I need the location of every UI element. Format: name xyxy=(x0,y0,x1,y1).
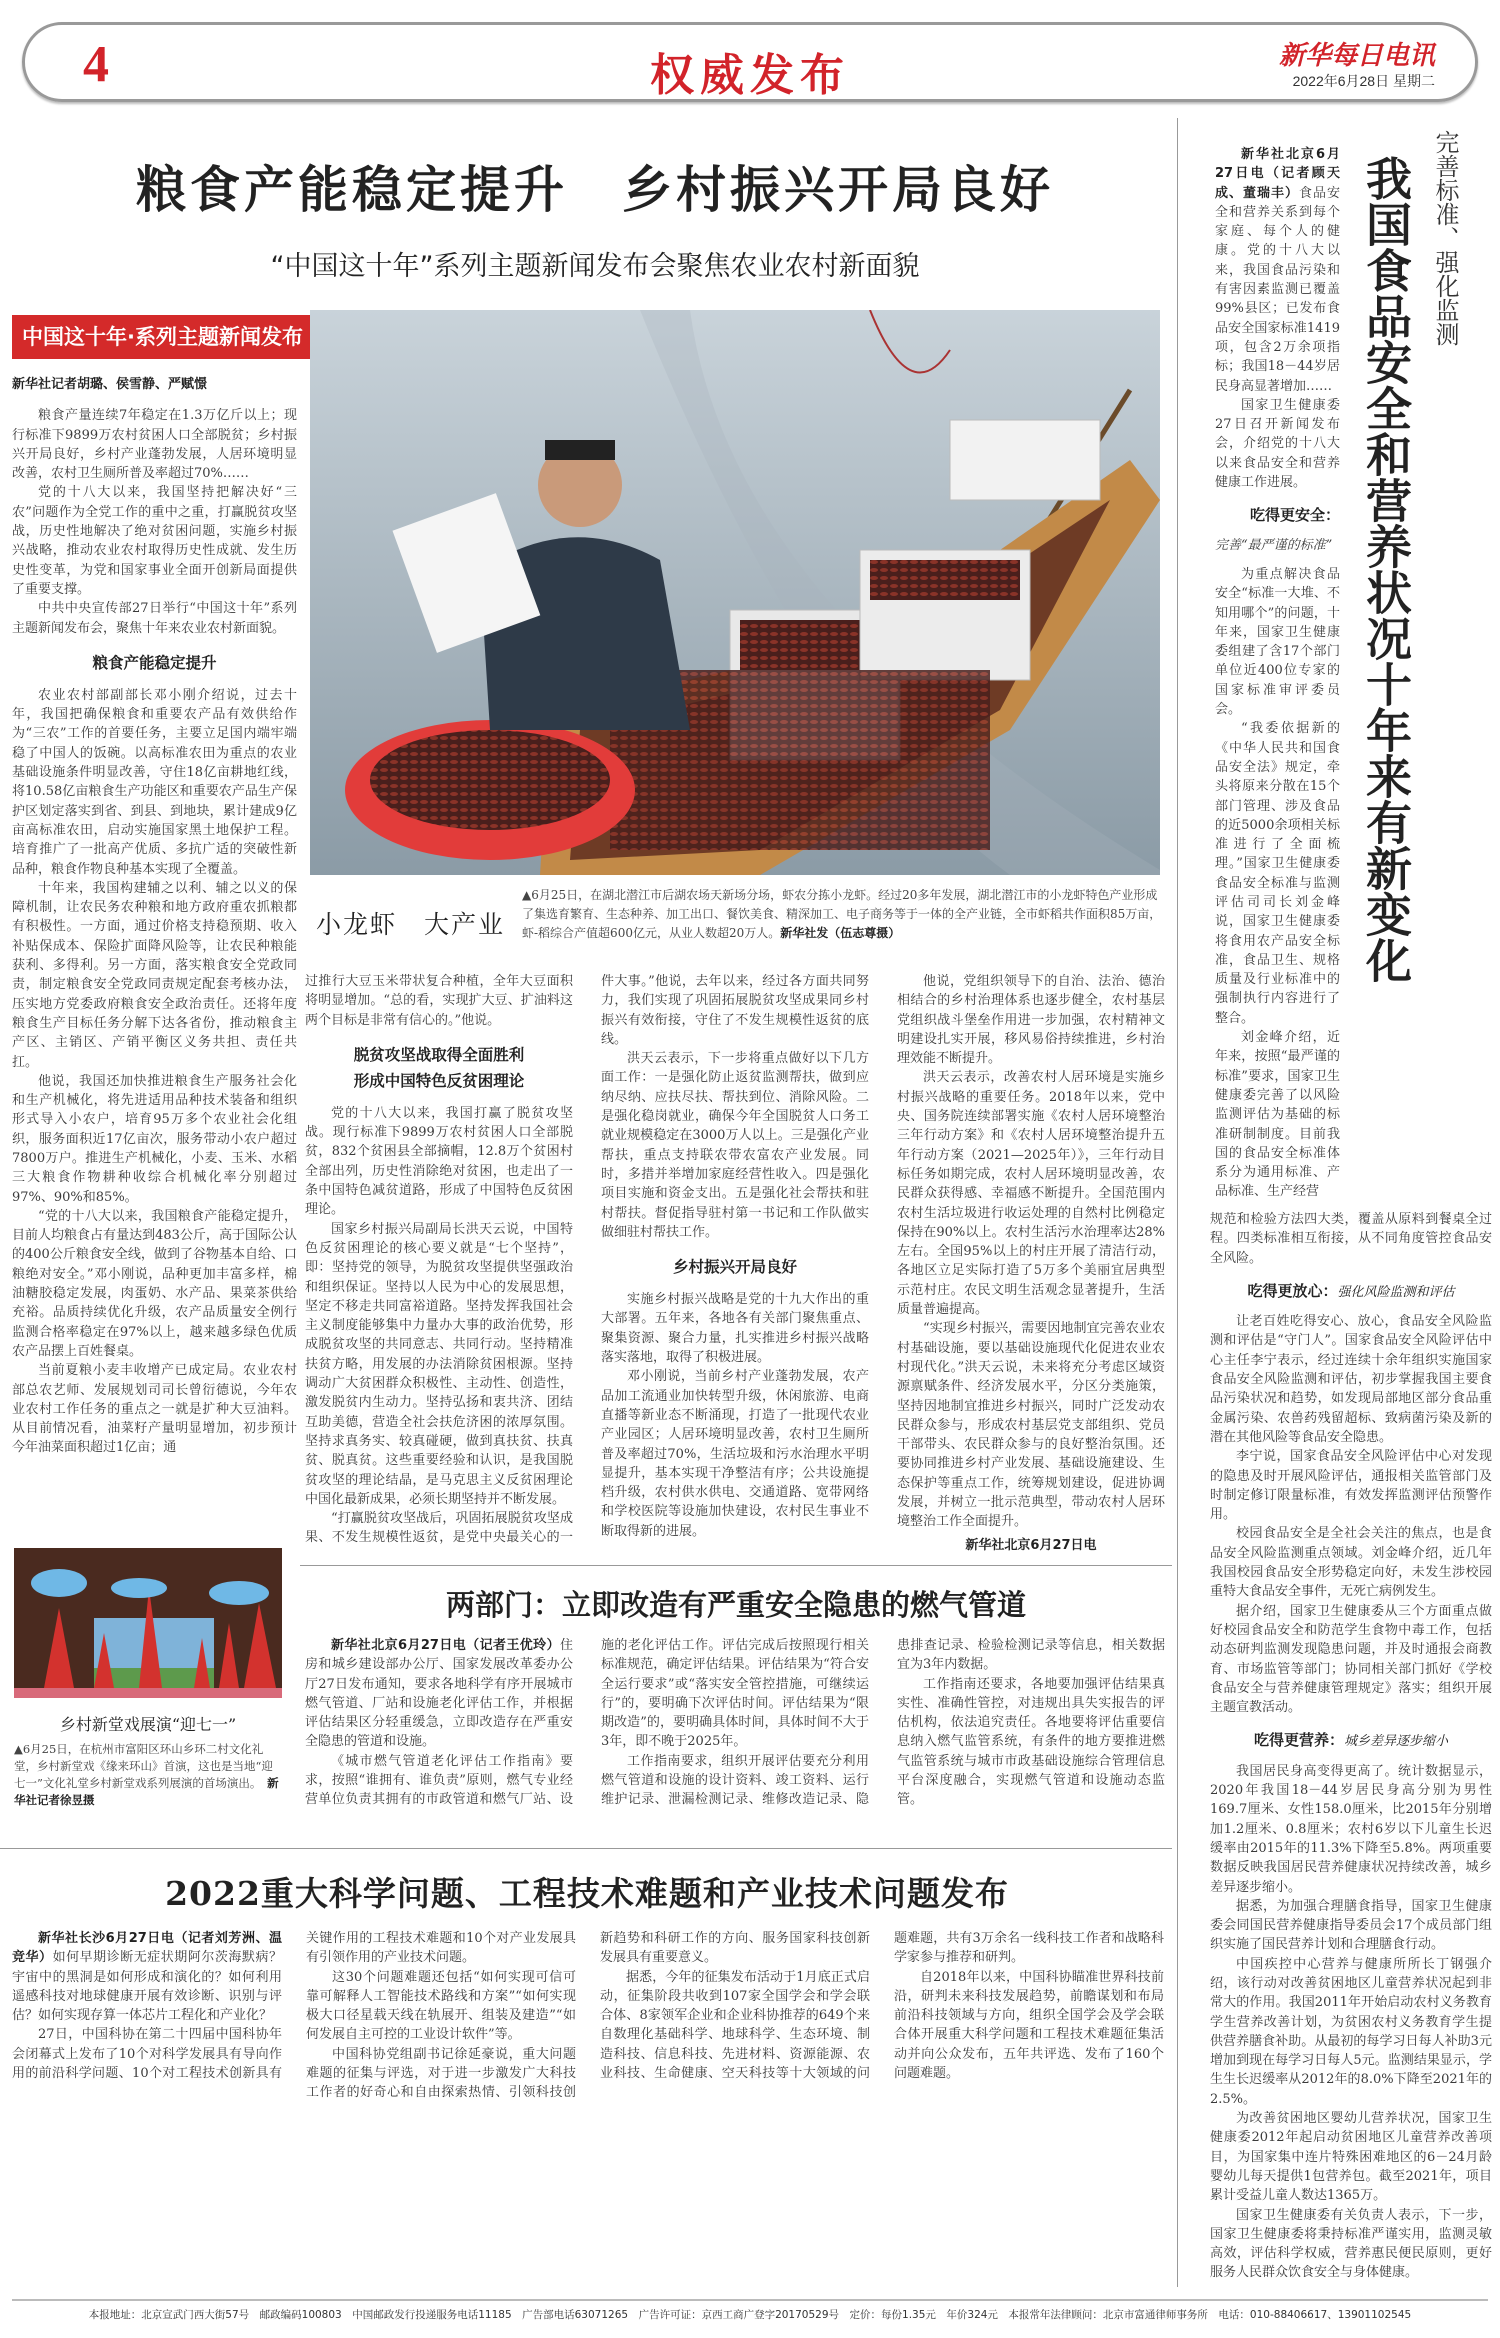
drama-photo-credit: 新华社记者徐昱摄 xyxy=(14,1776,279,1807)
paragraph-text: 据悉，为加强合理膳食指导，国家卫生健康委会同国民营养健康指导委员会17个成员部门组织实施了国民营养计划和合理膳食行动。 xyxy=(1210,1898,1492,1953)
paragraph-text: 中共中央宣传部27日举行“中国这十年”系列主题新闻发布会，聚焦十年来农业农村新面貌。 xyxy=(12,601,297,636)
paragraph-text: 我国居民身高变得更高了。统计数据显示，2020年我国18－44岁居民身高分别为男性169.7厘米、女性158.0厘米，比2015年分别增加1.2厘米、0.8厘米；农村6岁以下儿童生长迟缓率由2015年的11.3%下降至5.8%。两项重要数据反映我国居民营养健康状况持续改善，城乡差异逐步缩小。 xyxy=(1210,1763,1492,1895)
paragraph xyxy=(601,1049,869,1242)
paragraph xyxy=(1210,1955,1492,2109)
paragraph-text: 他说，我国还加快推进粮食生产服务社会化和生产机械化，将先进适用品种技术装备和组织形式导入小农户，培育95万多个农业社会化组织，服务面积近17亿亩次，服务带动小农户超过7800万户。推进生产机械化，小麦、玉米、水稻三大粮食作物耕种收综合机械化率分别超过97%、90%和85%。 xyxy=(12,1073,297,1205)
dateline-lead: 新华社长沙6月27日电（记者刘芳洲、温竞华） xyxy=(12,1931,282,1966)
heading-sub: 完善“最严谨的标准” xyxy=(1215,537,1333,553)
paragraph xyxy=(1210,1897,1492,1955)
food-story-subtitle: 完善标准、强化监测 xyxy=(1431,130,1459,346)
village-opera-photo xyxy=(14,1548,282,1698)
science-story-body xyxy=(12,1929,1164,2103)
paragraph-text: 自2018年以来，中国科协瞄准世界科技前沿，研判未来科技发展趋势，前瞻谋划和布局前沿科技领域与方向，组织全国学会及学会联合体开展重大科学问题和工程技术难题征集活动并向公众发布，五年共评选、发布了160个问题难题。 xyxy=(894,1969,1164,2082)
drama-photo-caption xyxy=(14,1741,284,1809)
section-divider xyxy=(300,1565,1172,1566)
paragraph xyxy=(1210,2109,1492,2205)
section-heading: 乡村振兴开局良好 xyxy=(672,1258,797,1277)
science-story-headline: 2022重大科学问题、工程技术难题和产业技术问题发布 xyxy=(165,1874,1009,1913)
paragraph-text: 洪天云表示，下一步将重点做好以下几方面工作：一是强化防止返贫监测帮扶，做到应纳尽纳、应扶尽扶、帮扶到位、消除风险。二是强化稳岗就业，确保今年全国脱贫人口务工就业规模稳定在3000万人以上。三是强化产业帮扶，重点支持联农带农富农产业发展。同时，多措并举增加家庭经营性收入。四是强化项目实施和资金支出。五是强化社会帮扶和驻村帮扶。督促指导驻村第一书记和工作队做实做细驻村帮扶工作。 xyxy=(601,1051,869,1240)
paragraph-text: 国家卫生健康委27日召开新闻发布会，介绍党的十八大以来食品安全和营养健康工作进展。 xyxy=(1215,397,1340,491)
masthead-logo: 新华每日电讯 xyxy=(1278,41,1435,71)
food-story-narrow-column xyxy=(1215,145,1340,1202)
paragraph xyxy=(897,1068,1165,1319)
lead-subhead: “中国这十年”系列主题新闻发布会聚焦农业农村新面貌 xyxy=(270,251,920,282)
paragraph-text: 食品安全和营养关系到每个家庭、每个人的健康。党的十八大以来，我国食品污染和有害因素监测已覆盖99%县区；已发布食品安全国家标准1419项，包含2万余项指标；我国18－44岁居民身高显著增加…… xyxy=(1215,185,1340,394)
photo-caption xyxy=(522,886,1162,943)
paragraph-text: 当前夏粮小麦丰收增产已成定局。农业农村部总农艺师、发展规划司司长曾衍德说，今年农业农村工作任务的重点之一就是扩种大豆油料。从目前情况看，油菜籽产量明显增加，初步预计今年油菜面积超过1亿亩；通 xyxy=(12,1363,297,1456)
paragraph-text: 十年来，我国构建辅之以利、辅之以义的保障机制，让农民务农种粮和地方政府重农抓粮都有积极性。一方面，通过价格支持稳预期、收入补贴保成本、保险扩面降风险等，让农民种粮能获利、多得利。另一方面，落实粮食安全党政同责，制定粮食安全党政同责规定配套考核办法，压实地方党委政府粮食安全政治责任。还将年度粮食生产目标任务分解下达各省份，推动粮食主产区、主销区、产销平衡区义务共担、责任共扛。 xyxy=(12,880,297,1070)
paragraph xyxy=(1215,1028,1340,1202)
paragraph xyxy=(1210,1524,1492,1601)
paragraph-text: 国家卫生健康委有关负责人表示，下一步，国家卫生健康委将秉持标准严谨实用，监测灵敏高效，评估科学权威，营养惠民便民原则，更好服务人民群众饮食安全与身体健康。 xyxy=(1210,2207,1492,2281)
paragraph xyxy=(12,1929,282,2025)
series-banner: 中国这十年·系列主题新闻发布 xyxy=(12,315,375,359)
page-header xyxy=(22,22,1478,102)
crayfish-photo xyxy=(310,310,1160,875)
paragraph-text: 为重点解决食品安全“标准一大堆、不知用哪个”的问题，十年来，国家卫生健康委组建了含17个部门单位近400位专家的国家标准审评委员会。 xyxy=(1215,566,1340,718)
subsection-heading xyxy=(1215,506,1340,525)
issue-date: 2022年6月28日 星期二 xyxy=(1292,73,1435,89)
drama-caption-text: ▲6月25日，在杭州市富阳区环山乡环二村文化礼堂，乡村新堂戏《缘来环山》首演，这也是当地“迎七一”文化礼堂乡村新堂戏系列展演的首场演出。 xyxy=(14,1742,273,1790)
drama-photo-title: 乡村新堂戏展演“迎七一” xyxy=(59,1715,237,1734)
paragraph-text: 实施乡村振兴战略是党的十九大作出的重大部署。五年来，各地各有关部门聚焦重点、聚集资源、聚合力量，扎实推进乡村振兴战略落实落地，取得了积极进展。 xyxy=(601,1292,869,1366)
column-divider xyxy=(1177,118,1178,2287)
subsection-heading xyxy=(1210,1282,1492,1302)
paragraph-text: 邓小刚说，当前乡村产业蓬勃发展，农产品加工流通业加快转型升级，休闲旅游、电商直播等新业态不断涌现，打造了一批现代农业产业园区；人居环境明显改善，农村卫生厕所普及率超过70%，生活垃圾和污水治理水平明显提升，基本实现干净整洁有序；公共设施提档升级，农村供水供电、交通道路、宽带网络和学校医院等设施加快建设，农村民生事业不断取得新的进展。 xyxy=(601,1369,869,1539)
paragraph-text: 27日，中国科协在第二十四届中国科协年会闭幕式上发布了10个对科学发展具有导向作用的前沿科学问题、10个对工程技术创新具有关键作用的工程技术难题和10个对产业发展具有引领作用的产业技术问题。 xyxy=(12,1931,576,2082)
paragraph xyxy=(12,686,297,879)
paragraph xyxy=(601,1367,869,1541)
paragraph-text: 如何早期诊断无症状期阿尔茨海默病？宇宙中的黑洞是如何形成和演化的？如何利用遥感科技对地球健康开展有效诊断、识别与评估？如何实现存算一体芯片工程化和产业化？ xyxy=(12,1950,282,2024)
heading-kicker: 吃得更营养： xyxy=(1253,1731,1344,1750)
paragraph-text: 洪天云表示，改善农村人居环境是实施乡村振兴战略的重要任务。2018年以来，党中央、国务院连续部署实施《农村人居环境整治三年行动方案》和《农村人居环境整治提升五年行动方案（2021—2025年）》，三年行动目标任务如期完成，农村人居环境明显改善，农民群众获得感、幸福感不断提升。全国范围内农村生活垃圾进行收运处理的自然村比例稳定保持在90%以上。农村生活污水治理率达28%左右。全国95%以上的村庄开展了清洁行动，各地区立足实际打造了5万多个美丽宜居典型示范村庄。农民文明生活观念显著提升，生活质量普遍提高。 xyxy=(897,1070,1165,1318)
lead-story-left-column xyxy=(12,375,297,1458)
paragraph-text: 李宁说，国家食品安全风险评估中心对发现的隐患及时开展风险评估，通报相关监管部门及时制定修订限量标准，有效发挥监测评估预警作用。 xyxy=(1210,1449,1492,1523)
paragraph xyxy=(1215,565,1340,719)
food-story-headline: 我国食品安全和营养状况十年来有新变化 xyxy=(1359,155,1413,983)
paragraph xyxy=(1210,2206,1492,2283)
paragraph: 规范和检验方法四大类，覆盖从原料到餐桌全过程。四类标准相互衔接，从不同角度管控食品安全风险。 xyxy=(1210,1212,1492,1266)
paragraph xyxy=(1215,145,1340,396)
heading-line: 形成中国特色反贫困理论 xyxy=(353,1071,525,1090)
dateline-lead: 新华社北京6月27日电（记者顾天成、董瑞丰） xyxy=(1215,147,1340,201)
paragraph: 过推行大豆玉米带状复合种植，全年大豆面积将明显增加。“总的看，实现扩大豆、扩油料这两个目标是非常有信心的。”他说。 xyxy=(305,974,573,1028)
paragraph-text: “党的十八大以来，我国粮食产能稳定提升，目前人均粮食占有量达到483公斤，高于国际公认的400公斤粮食安全线，做到了谷物基本自给、口粮绝对安全。”邓小刚说，品种更加丰富多样，棉油糖胶稳定发展，肉蛋奶、水产品、果菜茶供给充裕。品质持续优化升级，农产品质量安全例行监测合格率稳定在97%以上，越来越多绿色优质农产品摆上百姓餐桌。 xyxy=(12,1208,297,1359)
dateline: 新华社北京6月27日电 xyxy=(965,1537,1097,1553)
gas-story-body xyxy=(305,1636,1165,1810)
paragraph-text: 校园食品安全是全社会关注的焦点，也是食品安全风险监测重点领域。刘金峰介绍，近几年我国校园食品安全形势稳定向好，未发生涉校园重特大食品安全事件，无死亡病例发生。 xyxy=(1210,1526,1492,1600)
paragraph-text: 工作指南要求，组织开展评估要充分利用燃气管道和设施的设计资料、竣工资料、运行维护记录、泄漏检测记录、维修改造记录、隐患排查记录、检验检测记录等信息，相关数据宜为3年内数据。 xyxy=(601,1638,1165,1808)
paragraph-text: 党的十八大以来，我国打赢了脱贫攻坚战。现行标准下9899万农村贫困人口全部脱贫，832个贫困县全部摘帽，12.8万个贫困村全部出列，历史性消除绝对贫困，也走出了一条中国特色减贫道路，形成了中国特色反贫困理论。 xyxy=(305,1105,573,1218)
section-heading xyxy=(305,1042,573,1094)
paragraph xyxy=(1210,1762,1492,1897)
lead-story-columns xyxy=(305,972,1165,1555)
page-number: 4 xyxy=(83,36,109,93)
paragraph xyxy=(305,1104,573,1220)
paragraph-text: 住房和城乡建设部办公厅、国家发展改革委办公厅27日发布通知，要求各地科学有序开展城市燃气管道、厂站和设施老化评估工作，并根据评估结果区分轻重缓急，立即改造存在严重安全隐患的管道和设施。 xyxy=(305,1638,573,1750)
paragraph-text: 中国科协党组副书记徐延豪说，重大问题难题的征集与评选，对于进一步激发广大科技工作者的好奇心和自由探索热情、引领科技创新趋势和科研工作的方向、服务国家科技创新发展具有重要意义。 xyxy=(306,1931,870,2101)
paragraph xyxy=(897,1319,1165,1531)
photo-credit: 新华社发（伍志尊摄） xyxy=(780,926,901,940)
paragraph xyxy=(1210,1312,1492,1447)
section-heading: 粮食产能稳定提升 xyxy=(92,653,217,672)
paragraph xyxy=(601,1290,869,1367)
paragraph-text: 《城市燃气管道老化评估工作指南》要求，按照“谁拥有、谁负责”原则，燃气专业经营单位负责其拥有的市政管道和燃气厂站、设施的老化评估工作。评估完成后按照现行相关标准规范，确定评估结果。评估结果为“符合安全运行要求”或“落实安全管控措施，可继续运行”的，要明确下次评估时间。评估结果为“限期改造”的，要明确具体时间，具体时间不大于3年，即不晚于2025年。 xyxy=(305,1638,869,1808)
paragraph-text: “打赢脱贫攻坚战后，巩固拓展脱贫攻坚成果、不发生规模性返贫，是党中央最关心的一件大事。”他说，去年以来，经过各方面共同努力，我们实现了巩固拓展脱贫攻坚成果同乡村振兴有效衔接，守住了不发生规模性返贫的底线。 xyxy=(305,974,869,1546)
paragraph xyxy=(12,1072,297,1207)
paragraph-text: 工作指南还要求，各地要加强评估结果真实性、准确性管控，对违规出具失实报告的评估机构，依法追究责任。各地要将评估重要信息纳入燃气监管系统，有条件的地方要推进燃气监管系统与城市市政基础设施综合管理信息平台深度融合，实现燃气管道和设施动态监管。 xyxy=(897,1676,1165,1808)
paragraph-text: 这30个问题难题还包括“如何实现可信可靠可解释人工智能技术路线和方案”“如何实现极大口径星载天线在轨展开、组装及建造”“如何发展自主可控的工业设计软件”等。 xyxy=(306,1969,576,2043)
paragraph xyxy=(12,599,297,638)
paragraph xyxy=(12,1361,297,1457)
paragraph xyxy=(897,972,1165,1068)
paragraph xyxy=(305,1636,573,1752)
paragraph xyxy=(12,1207,297,1361)
paragraph xyxy=(1210,1602,1492,1718)
paragraph xyxy=(894,1968,1164,2084)
paragraph xyxy=(306,1968,576,2045)
paragraph xyxy=(12,483,297,599)
footer-rule xyxy=(12,2299,1488,2301)
byline: 新华社记者胡璐、侯雪静、严赋憬 xyxy=(12,377,208,392)
food-story-full-column xyxy=(1210,1210,1492,2283)
heading-line: 脱贫攻坚战取得全面胜利 xyxy=(353,1045,525,1064)
paragraph-text: “我委依据新的《中华人民共和国食品安全法》规定，牵头将原来分散在15个部门管理、涉及食品的近5000余项相关标准进行了全面梳理。”国家卫生健康委食品安全标准与监测评估司司长刘金峰说，国家卫生健康委将食用农产品安全标准，食品卫生、规格质量及行业标准中的强制执行内容进行了整合。 xyxy=(1215,721,1340,1026)
paragraph-text: 据悉，今年的征集发布活动于1月底正式启动，征集阶段共收到107家全国学会和学会联合体、8家领军企业和企业科协推荐的649个来自数理化基础科学、地球科学、生态环境、制造科技、信息科技、先进材料、资源能源、农业科技、生命健康、空天科技等十大领域的问题难题，共有3万余名一线科技工作者和战略科学家参与推荐和研判。 xyxy=(600,1931,1164,2082)
paragraph-text: 刘金峰介绍，近年来，按照“最严谨的标准”要求，国家卫生健康委完善了以风险监测评估为基础的标准研制制度。目前我国的食品安全标准体系分为通用标准、产品标准、生产经营 xyxy=(1215,1030,1340,1200)
paragraph-text: 让老百姓吃得安心、放心，食品安全风险监测和评估是“守门人”。国家食品安全风险评估中心主任李宁表示，经过连续十余年组织实施国家食品安全风险监测和评估，初步掌握我国主要食品污染状况和趋势，如发现局部地区部分食品重金属污染、农兽药残留超标、致病菌污染及新的潜在其他风险等食品安全隐患。 xyxy=(1210,1314,1492,1445)
heading-kicker: 吃得更放心： xyxy=(1247,1281,1338,1300)
dateline-lead: 新华社北京6月27日电（记者王优玲） xyxy=(331,1638,560,1653)
gas-story-headline: 两部门：立即改造有严重安全隐患的燃气管道 xyxy=(445,1588,1026,1622)
paragraph xyxy=(1215,719,1340,1028)
heading-sub: 城乡差异逐步缩小 xyxy=(1344,1734,1449,1750)
paragraph xyxy=(1215,396,1340,492)
paragraph-text: 农业农村部副部长邓小刚介绍说，过去十年，我国把确保粮食和重要农产品有效供给作为“三农”工作的首要任务，主要立足国内端牢端稳了中国人的饭碗。以高标准农田为重点的农业基础设施条件明显改善，守住18亿亩耕地红线，将10.58亿亩粮食生产功能区和重要农产品生产保护区划定落实到省、到县、到地块，累计建成9亿亩高标准农田，启动实施国家黑土地保护工程。培育推广了一批高产优质、多抗广适的突破性新品种，粮食作物良种基本实现了全覆盖。 xyxy=(12,687,297,877)
photo-title: 小龙虾 大产业 xyxy=(316,910,506,939)
paragraph-text: 党的十八大以来，我国坚持把解决好“三农”问题作为全党工作的重中之重，打赢脱贫攻坚战，历史性地解决了绝对贫困问题，实施乡村振兴战略，推动农业农村取得历史性成就、发生历史性变革，为党和国家事业全面开创新局面提供了重要支撑。 xyxy=(12,485,297,597)
paragraph-text: 国家乡村振兴局副局长洪天云说，中国特色反贫困理论的核心要义就是“七个坚持”，即：坚持党的领导，为脱贫攻坚提供坚强政治和组织保证。坚持以人民为中心的发展思想，坚定不移走共同富裕道路。坚持发挥我国社会主义制度能够集中力量办大事的政治优势，形成脱贫攻坚的共同意志、共同行动。坚持精准扶贫方略，用发展的办法消除贫困根源。坚持调动广大贫困群众积极性、主动性、创造性，激发脱贫内生动力。坚持弘扬和衷共济、团结互助美德，营造全社会扶危济困的浓厚氛围。坚持求真务实、较真碰硬，做到真扶贫、扶真贫、脱真贫。这些重要经验和认识，是我国脱贫攻坚的理论结晶，是马克思主义反贫困理论中国化最新成果，必须长期坚持并不断发展。 xyxy=(305,1221,573,1507)
paragraph xyxy=(305,1220,573,1509)
section-title: 权威发布 xyxy=(650,50,850,101)
paragraph-text: 据介绍，国家卫生健康委从三个方面重点做好校园食品安全和防范学生食物中毒工作，包括动态研判监测发现隐患问题，并及时通报会商教育、市场监管等部门；协同相关部门抓好《学校食品安全与营养健康管理规定》落实；组织开展主题宣教活动。 xyxy=(1210,1603,1492,1716)
paragraph-text: 他说，党组织领导下的自治、法治、德治相结合的乡村治理体系也逐步健全，农村基层党组织战斗堡垒作用进一步加强，农村精神文明建设扎实开展，移风易俗持续推进，乡村治理效能不断提升。 xyxy=(897,974,1165,1067)
paragraph-text: 中国疾控中心营养与健康所所长丁钢强介绍，该行动对改善贫困地区儿童营养状况起到非常大的作用。我国2011年开始启动农村义务教育学生营养改善计划，为贫困农村义务教育学生提供营养膳食补助。从最初的每学习日每人补助3元增加到现在每学习日每人5元。监测结果显示，学生生长迟缓率从2012年的8.0%下降至2021年的2.5%。 xyxy=(1210,1956,1492,2107)
imprint-footer: 本报地址：北京宣武门西大街57号 邮政编码100803 中国邮政发行投递服务电话11185 广告部电话63071265 广告许可证：京西工商广登字20170529号 定价：每份1.35元 年价324元 本报常年法律顾问：北京市富通律师事务所 电话：010-88406617、13901102545 xyxy=(88,2309,1412,2321)
lead-headline: 粮食产能稳定提升 乡村振兴开局良好 xyxy=(136,160,1054,219)
paragraph xyxy=(897,1675,1165,1810)
subsection-heading xyxy=(1210,1731,1492,1751)
paragraph xyxy=(12,406,297,483)
paragraph xyxy=(1210,1447,1492,1524)
section-divider xyxy=(0,1848,1172,1849)
paragraph-text: 粮食产量连续7年稳定在1.3万亿斤以上；现行标准下9899万农村贫困人口全部脱贫；乡村振兴开局良好，乡村产业蓬勃发展，人居环境明显改善，农村卫生厕所普及率超过70%…… xyxy=(12,408,297,482)
paragraph xyxy=(12,879,297,1072)
heading-sub: 强化风险监测和评估 xyxy=(1337,1284,1455,1300)
paragraph-text: “实现乡村振兴，需要因地制宜完善农业农村基础设施，要以基础设施现代化促进农业农村现代化。”洪天云说，未来将充分考虑区域资源禀赋条件、经济发展水平，分区分类施策，坚持因地制宜推进乡村振兴，同时广泛发动农民群众参与，形成农村基层党支部组织、党员干部带头、农民群众参与的良好整治氛围。还要协同推进乡村产业发展、基础设施建设、生态保护等重点工作，统筹规划建设，促进协调发展，并树立一批示范典型，带动农村人居环境整治工作全面提升。 xyxy=(897,1321,1165,1530)
paragraph-text: 为改善贫困地区婴幼儿营养状况，国家卫生健康委2012年起启动贫困地区儿童营养改善项目，为国家集中连片特殊困难地区的6－24月龄婴幼儿每天提供1包营养包。截至2021年，项目累计受益儿童人数达1365万。 xyxy=(1210,2111,1492,2204)
heading-kicker: 吃得更安全： xyxy=(1249,506,1340,525)
photo-caption-text: ▲6月25日，在湖北潜江市后湖农场天新场分场，虾农分拣小龙虾。经过20多年发展，湖北潜江市的小龙虾特色产业形成了集选育繁育、生态种养、加工出口、餐饮美食、精深加工、电子商务等于一体的全产业链，全市虾稻共作面积85万亩，虾-稻综合产值超600亿元，从业人数超20万人。 xyxy=(522,888,1162,940)
